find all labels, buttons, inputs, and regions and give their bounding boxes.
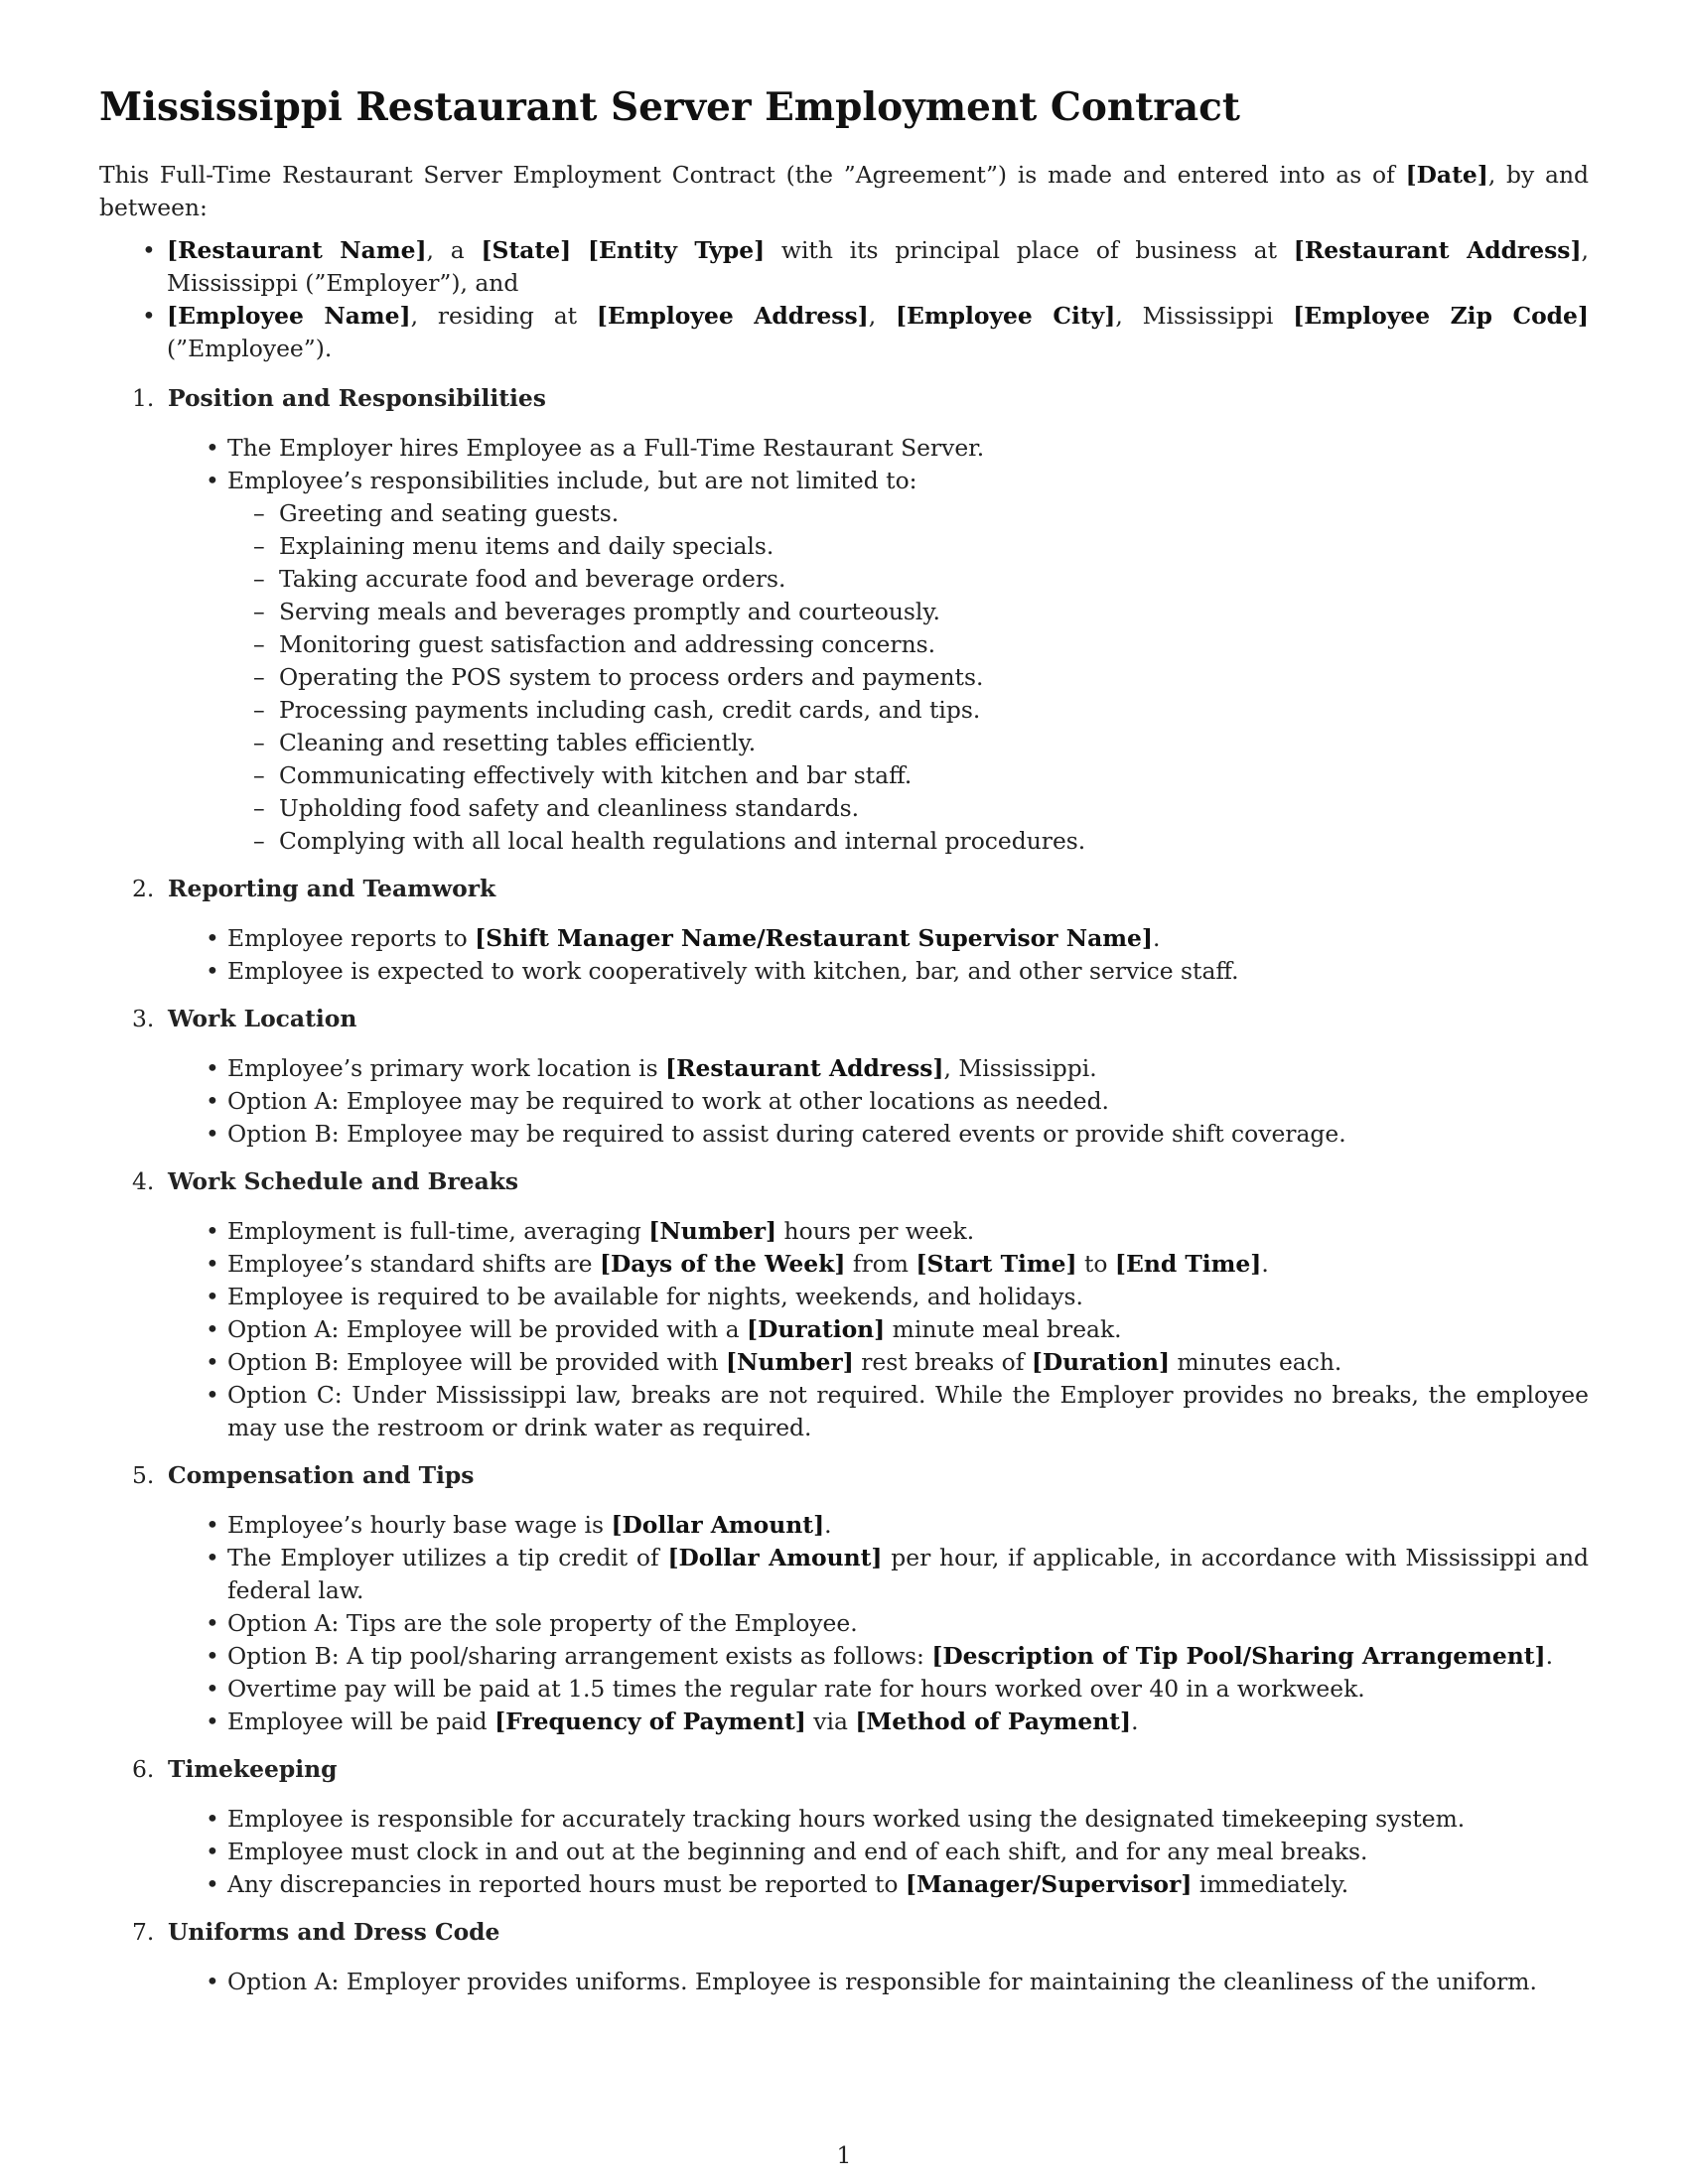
contract-section <box>99 1753 1589 1901</box>
text-run: , residing at <box>410 302 597 330</box>
clause-item <box>168 465 1589 858</box>
section-number: 1. <box>132 384 155 412</box>
text-run: (”Employee”). <box>167 335 333 362</box>
text-run: Option A: Employee may be required to work at other locations as needed. <box>227 1087 1109 1115</box>
document-body <box>99 159 1589 2013</box>
responsibility-item: – Processing payments including cash, credit cards, and tips. <box>227 694 1589 727</box>
text-run: immediately. <box>1192 1870 1349 1898</box>
text-run: Employee is expected to work cooperatively with kitchen, bar, and other service staff. <box>227 957 1239 985</box>
responsibility-item: – Monitoring guest satisfaction and addressing concerns. <box>227 628 1589 661</box>
party-item <box>99 300 1589 365</box>
clause-item <box>168 1118 1589 1151</box>
text-run: Option B: Employee will be provided with <box>227 1348 726 1376</box>
placeholder-field: [Start Time] <box>915 1250 1077 1278</box>
text-run: Employee reports to <box>227 924 476 952</box>
section-items <box>168 1803 1589 1901</box>
contract-section <box>99 1459 1589 1738</box>
text-run: . <box>1545 1642 1554 1670</box>
clause-item <box>168 1542 1589 1607</box>
placeholder-field: [Manager/Supervisor] <box>905 1870 1193 1898</box>
placeholder-field: [Shift Manager Name/Restaurant Supervisor Name] <box>475 924 1153 952</box>
placeholder-field: [Restaurant Name] <box>167 236 427 264</box>
text-run: Option B: A tip pool/sharing arrangement exists as follows: <box>227 1642 932 1670</box>
text-run: . <box>1261 1250 1269 1278</box>
text-run: rest breaks of <box>853 1348 1032 1376</box>
clause-item <box>168 1281 1589 1313</box>
page-number: 1 <box>836 2141 852 2169</box>
section-title: Work Schedule and Breaks <box>168 1167 519 1195</box>
contract-section <box>99 382 1589 858</box>
text-run: , a <box>426 236 482 264</box>
text-run: The Employer hires Employee as a Full-Time Restaurant Server. <box>227 434 985 462</box>
clause-item <box>168 432 1589 465</box>
text-run: Any discrepancies in reported hours must be reported to <box>227 1870 906 1898</box>
intro-paragraph <box>99 159 1589 224</box>
text-run: , Mississippi. <box>943 1054 1097 1082</box>
placeholder-field: [Restaurant Address] <box>665 1054 944 1082</box>
placeholder-field: [Date] <box>1405 161 1488 189</box>
responsibility-item: – Operating the POS system to process orders and payments. <box>227 661 1589 694</box>
section-number: 7. <box>132 1918 155 1946</box>
section-title: Work Location <box>168 1005 357 1032</box>
placeholder-field: [Days of the Week] <box>599 1250 846 1278</box>
responsibility-item: – Explaining menu items and daily specials. <box>227 530 1589 563</box>
text-run: from <box>845 1250 916 1278</box>
section-title: Reporting and Teamwork <box>168 875 496 902</box>
section-title: Compensation and Tips <box>168 1461 475 1489</box>
section-items <box>168 1509 1589 1738</box>
section-number: 2. <box>132 875 155 902</box>
text-run: , <box>868 302 896 330</box>
section-title: Timekeeping <box>168 1755 338 1783</box>
text-run: . <box>1152 924 1161 952</box>
contract-section <box>99 1003 1589 1151</box>
text-run: , Mississippi <box>1115 302 1294 330</box>
placeholder-field: [Employee Name] <box>167 302 411 330</box>
text-run: hours per week. <box>776 1217 975 1245</box>
section-number: 6. <box>132 1755 155 1783</box>
clause-item <box>168 1215 1589 1248</box>
text-run <box>571 236 588 264</box>
text-run: Employee’s responsibilities include, but are not limited to: <box>227 467 917 494</box>
clause-item <box>168 1803 1589 1836</box>
text-run: Employee’s standard shifts are <box>227 1250 600 1278</box>
placeholder-field: [Dollar Amount] <box>611 1511 825 1539</box>
placeholder-field: [Number] <box>648 1217 777 1245</box>
placeholder-field: [Duration] <box>747 1315 886 1343</box>
placeholder-field: [Employee Zip Code] <box>1293 302 1589 330</box>
text-run: , by and between: <box>99 161 1589 221</box>
clause-item <box>168 1706 1589 1738</box>
section-items <box>168 1052 1589 1151</box>
placeholder-field: [Description of Tip Pool/Sharing Arrangement] <box>931 1642 1546 1670</box>
text-run: Option A: Tips are the sole property of the Employee. <box>227 1609 858 1637</box>
clause-item <box>168 1673 1589 1706</box>
section-number: 5. <box>132 1461 155 1489</box>
clause-item <box>168 1966 1589 1998</box>
responsibility-item: – Greeting and seating guests. <box>227 497 1589 530</box>
responsibility-item: – Serving meals and beverages promptly and courteously. <box>227 596 1589 628</box>
placeholder-field: [Dollar Amount] <box>667 1544 883 1571</box>
section-title: Uniforms and Dress Code <box>168 1918 500 1946</box>
clause-item <box>168 1248 1589 1281</box>
text-run: Overtime pay will be paid at 1.5 times the regular rate for hours worked over 40 in a workweek. <box>227 1675 1365 1703</box>
responsibility-item: – Communicating effectively with kitchen and bar staff. <box>227 759 1589 792</box>
text-run: Option C: Under Mississippi law, breaks are not required. While the Employer provides no breaks, the employee may use the restroom or drink water as required. <box>227 1381 1589 1441</box>
text-run: Employee’s hourly base wage is <box>227 1511 612 1539</box>
placeholder-field: [Number] <box>725 1348 854 1376</box>
clause-item <box>168 1607 1589 1640</box>
text-run: Employee will be paid <box>227 1707 495 1735</box>
responsibility-list <box>227 497 1589 858</box>
placeholder-field: [Duration] <box>1031 1348 1171 1376</box>
placeholder-field: [Restaurant Address] <box>1293 236 1582 264</box>
responsibility-item: – Cleaning and resetting tables efficiently. <box>227 727 1589 759</box>
responsibility-item: – Complying with all local health regulations and internal procedures. <box>227 825 1589 858</box>
party-item <box>99 234 1589 300</box>
section-number: 4. <box>132 1167 155 1195</box>
placeholder-field: [Frequency of Payment] <box>494 1707 806 1735</box>
document-title: Mississippi Restaurant Server Employment Contract <box>99 84 1240 130</box>
text-run: Employee is required to be available for nights, weekends, and holidays. <box>227 1283 1083 1310</box>
parties-list <box>99 234 1589 365</box>
text-run: minute meal break. <box>885 1315 1122 1343</box>
clause-item <box>168 1085 1589 1118</box>
placeholder-field: [Entity Type] <box>587 236 766 264</box>
section-title: Position and Responsibilities <box>168 384 546 412</box>
text-run: minutes each. <box>1170 1348 1342 1376</box>
text-run: Employee is responsible for accurately tracking hours worked using the designated timekeeping system. <box>227 1805 1466 1833</box>
clause-item <box>168 1379 1589 1444</box>
placeholder-field: [State] <box>481 236 572 264</box>
text-run: Option A: Employee will be provided with a <box>227 1315 748 1343</box>
text-run: Employment is full-time, averaging <box>227 1217 649 1245</box>
contract-section <box>99 1165 1589 1444</box>
placeholder-field: [Employee City] <box>895 302 1116 330</box>
text-run: per hour, if applicable, in accordance with Mississippi and federal law. <box>227 1544 1590 1604</box>
text-run: Option B: Employee may be required to assist during catered events or provide shift coverage. <box>227 1120 1346 1148</box>
clause-item <box>168 1052 1589 1085</box>
placeholder-field: [Employee Address] <box>596 302 869 330</box>
text-run: The Employer utilizes a tip credit of <box>227 1544 668 1571</box>
clause-item <box>168 1868 1589 1901</box>
clause-item <box>168 1640 1589 1673</box>
contract-section <box>99 873 1589 988</box>
text-run: . <box>1131 1707 1139 1735</box>
section-items <box>168 1215 1589 1444</box>
clause-item <box>168 1509 1589 1542</box>
contract-section <box>99 1916 1589 1998</box>
clause-item <box>168 922 1589 955</box>
text-run: Employee’s primary work location is <box>227 1054 666 1082</box>
section-items <box>168 432 1589 858</box>
text-run: Employee must clock in and out at the beginning and end of each shift, and for any meal breaks. <box>227 1838 1368 1865</box>
text-run: to <box>1076 1250 1115 1278</box>
text-run: This Full-Time Restaurant Server Employment Contract (the ”Agreement”) is made and entered into as of <box>99 161 1406 189</box>
placeholder-field: [End Time] <box>1114 1250 1262 1278</box>
clause-item <box>168 1313 1589 1346</box>
responsibility-item: – Upholding food safety and cleanliness standards. <box>227 792 1589 825</box>
section-items <box>168 1966 1589 1998</box>
text-run: , Mississippi (”Employer”), and <box>167 236 1589 297</box>
sections-list <box>99 382 1589 1998</box>
clause-item <box>168 1346 1589 1379</box>
placeholder-field: [Method of Payment] <box>855 1707 1132 1735</box>
clause-item <box>168 955 1589 988</box>
clause-item <box>168 1836 1589 1868</box>
responsibility-item: – Taking accurate food and beverage orders. <box>227 563 1589 596</box>
text-run: Option A: Employer provides uniforms. Employee is responsible for maintaining the cleanliness of the uniform. <box>227 1968 1537 1995</box>
section-items <box>168 922 1589 988</box>
text-run: with its principal place of business at <box>765 236 1294 264</box>
text-run: . <box>824 1511 832 1539</box>
section-number: 3. <box>132 1005 155 1032</box>
text-run: via <box>805 1707 856 1735</box>
